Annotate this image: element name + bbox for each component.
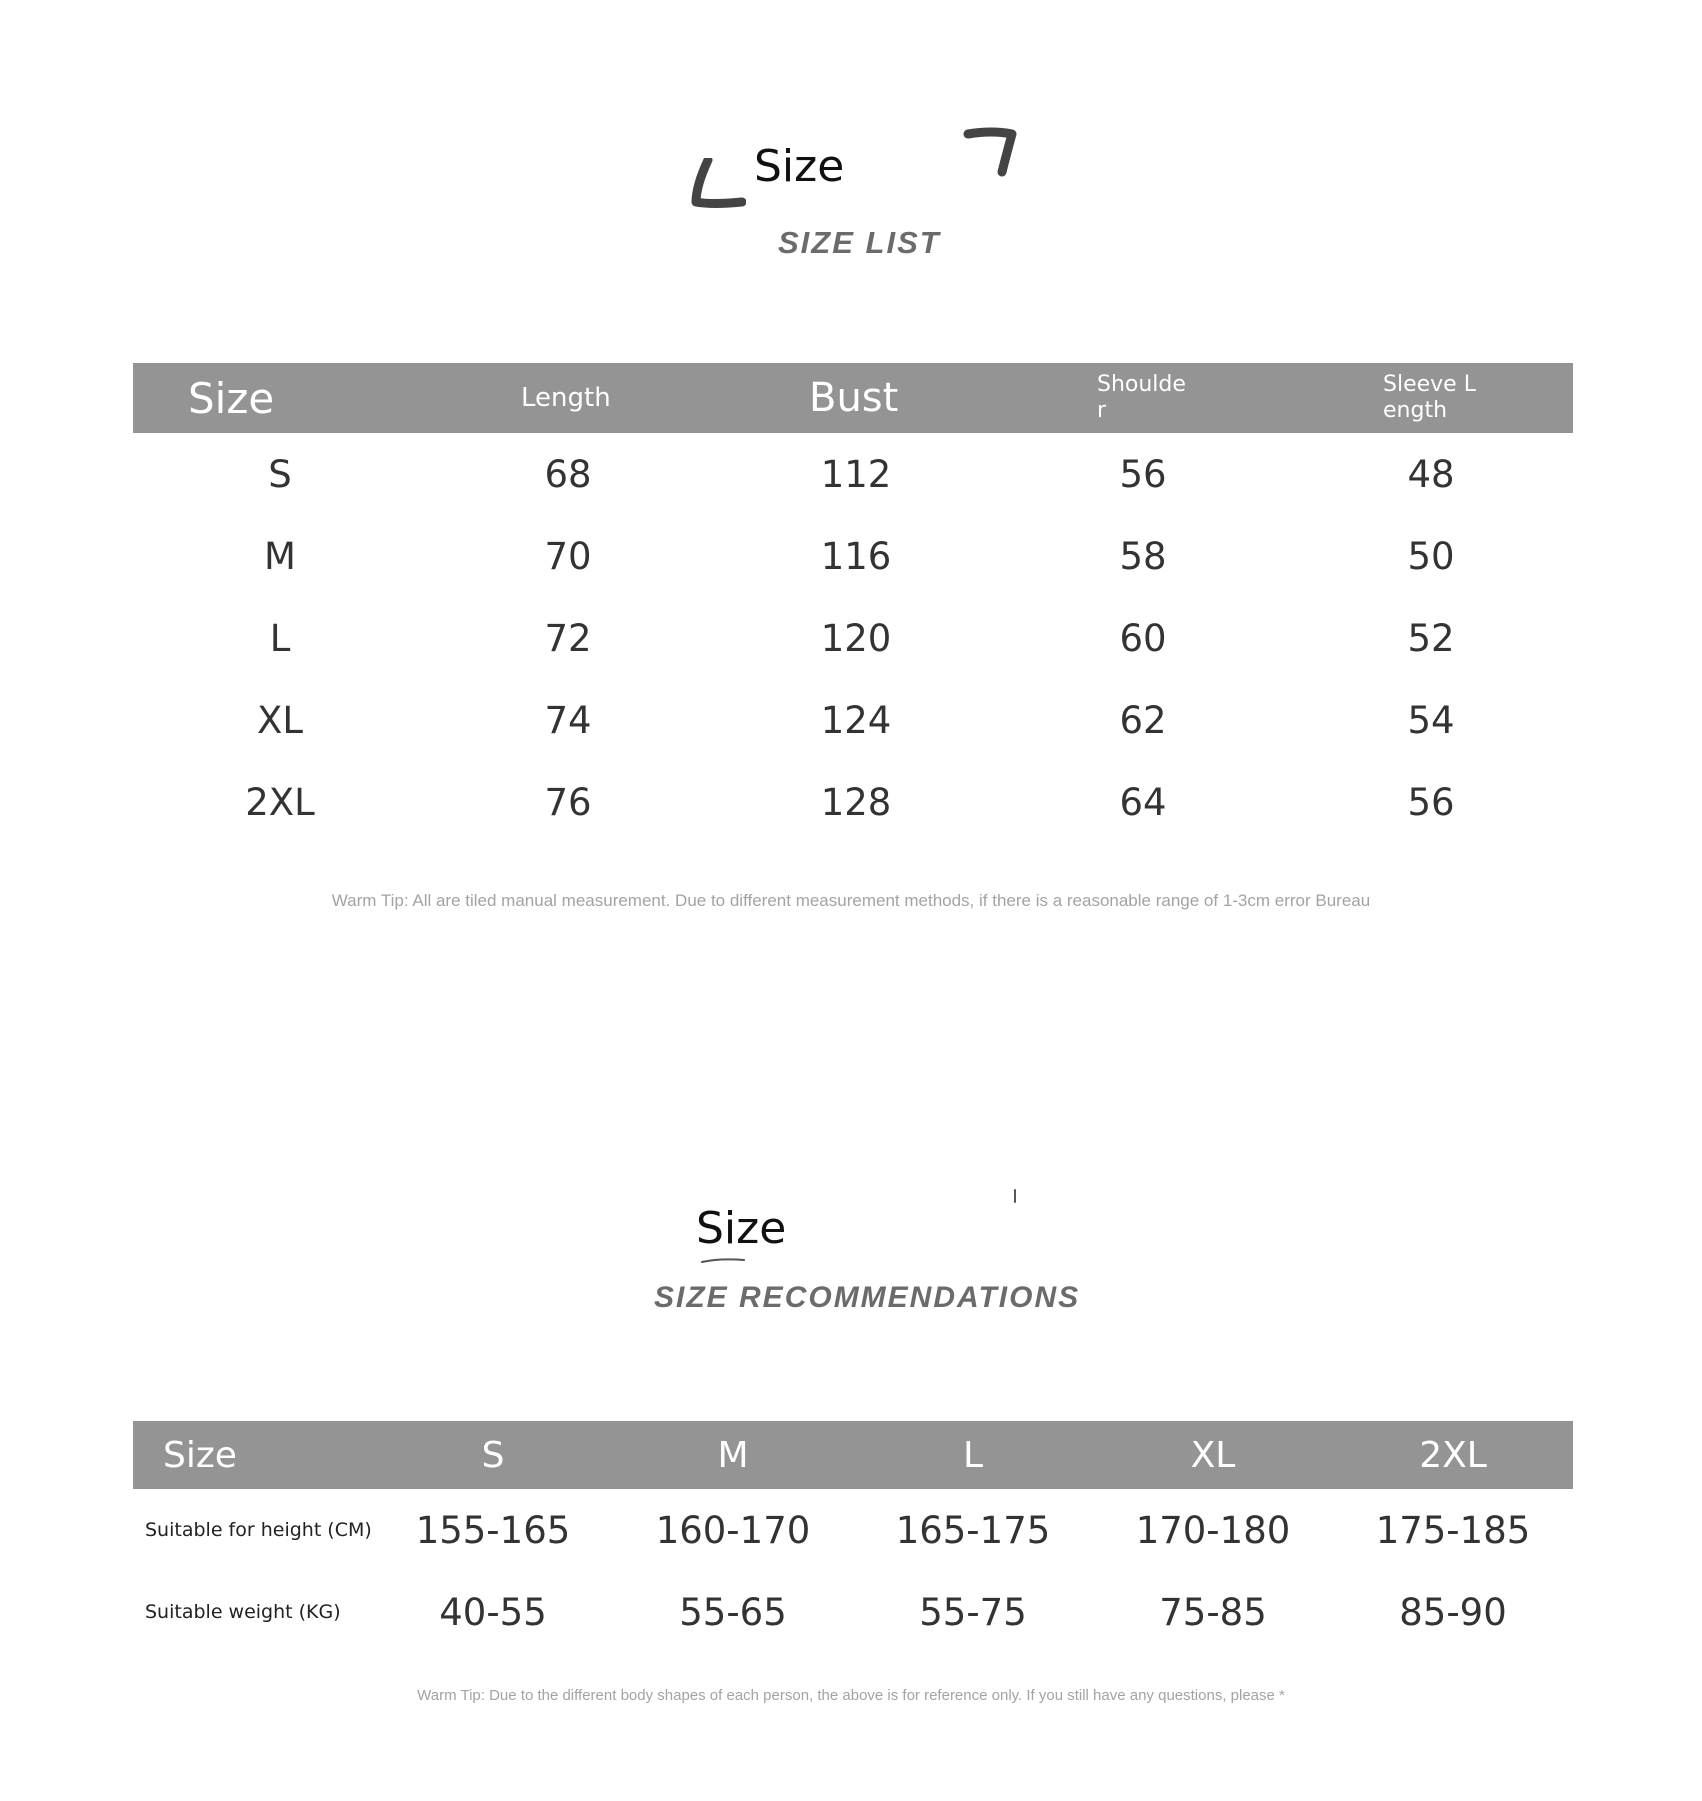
- shoulder-cell: 58: [1119, 534, 1167, 578]
- weight-cell: 40-55: [439, 1590, 547, 1634]
- weight-cell: 85-90: [1399, 1590, 1507, 1634]
- table-row: [133, 597, 1573, 679]
- size-list-col-shoulder: Shoulde r: [1097, 372, 1186, 423]
- recommend-col-s: S: [481, 1434, 505, 1476]
- size-list-col-size: Size: [188, 373, 275, 423]
- size-list-tip: Warm Tip: All are tiled manual measurement. Due to different measurement methods, if there is a reasonable range of 1-3cm error Bureau: [331, 891, 1371, 910]
- sleeve-length-cell: 48: [1407, 452, 1455, 496]
- shoulder-cell: 64: [1119, 780, 1167, 824]
- size-list-header: [133, 363, 1573, 433]
- recommend-col-2xl: 2XL: [1419, 1434, 1487, 1476]
- table-row: [133, 761, 1573, 843]
- size-recommendations-table: [133, 1421, 1573, 1653]
- size-list-table: [133, 363, 1573, 843]
- height-cell: 175-185: [1375, 1508, 1531, 1552]
- bracket-left-icon: [690, 158, 746, 210]
- recommend-col-size: Size: [163, 1434, 237, 1476]
- size-cell: L: [269, 616, 291, 660]
- height-cell: 170-180: [1135, 1508, 1291, 1552]
- length-cell: 76: [544, 780, 592, 824]
- weight-cell: 75-85: [1159, 1590, 1267, 1634]
- bust-cell: 124: [820, 698, 892, 742]
- size-list-heading: Size: [754, 141, 845, 192]
- size-recommendations-tip: Warm Tip: Due to the different body shapes of each person, the above is for reference only. If you still have any questions, please *: [417, 1687, 1285, 1704]
- size-list-subheading: SIZE LIST: [778, 225, 941, 260]
- sleeve-length-cell: 50: [1407, 534, 1455, 578]
- table-row: [133, 679, 1573, 761]
- size-list-col-length: Length: [521, 383, 611, 413]
- height-cell: 165-175: [895, 1508, 1051, 1552]
- sleeve-length-cell: 56: [1407, 780, 1455, 824]
- size-list-col-sleeve-length: Sleeve L ength: [1383, 372, 1476, 423]
- size-list-col-bust: Bust: [809, 375, 899, 421]
- height-row-label: Suitable for height (CM): [145, 1519, 372, 1541]
- bust-cell: 116: [820, 534, 892, 578]
- size-cell: 2XL: [245, 780, 315, 824]
- bracket-underline-icon: [700, 1256, 746, 1266]
- table-row: [133, 433, 1573, 515]
- bracket-tick-icon: [1012, 1188, 1018, 1204]
- length-cell: 74: [544, 698, 592, 742]
- size-cell: XL: [257, 698, 303, 742]
- length-cell: 70: [544, 534, 592, 578]
- size-recommendations-header: [133, 1421, 1573, 1489]
- size-recommendations-subheading: SIZE RECOMMENDATIONS: [654, 1281, 1081, 1314]
- weight-cell: 55-75: [919, 1590, 1027, 1634]
- length-cell: 72: [544, 616, 592, 660]
- recommend-col-xl: XL: [1190, 1434, 1236, 1476]
- shoulder-cell: 62: [1119, 698, 1167, 742]
- table-row: [133, 1489, 1573, 1571]
- bust-cell: 120: [820, 616, 892, 660]
- recommend-col-m: M: [717, 1434, 749, 1476]
- shoulder-cell: 60: [1119, 616, 1167, 660]
- recommend-col-l: L: [962, 1434, 984, 1476]
- table-row: [133, 1571, 1573, 1653]
- size-cell: S: [268, 452, 292, 496]
- sleeve-length-cell: 54: [1407, 698, 1455, 742]
- sleeve-length-cell: 52: [1407, 616, 1455, 660]
- size-recommendations-heading: Size: [696, 1203, 787, 1254]
- height-cell: 155-165: [415, 1508, 571, 1552]
- bust-cell: 112: [820, 452, 892, 496]
- height-cell: 160-170: [655, 1508, 811, 1552]
- length-cell: 68: [544, 452, 592, 496]
- weight-row-label: Suitable weight (KG): [145, 1601, 341, 1623]
- size-cell: M: [264, 534, 296, 578]
- bust-cell: 128: [820, 780, 892, 824]
- shoulder-cell: 56: [1119, 452, 1167, 496]
- weight-cell: 55-65: [679, 1590, 787, 1634]
- table-row: [133, 515, 1573, 597]
- bracket-right-icon: [962, 126, 1020, 178]
